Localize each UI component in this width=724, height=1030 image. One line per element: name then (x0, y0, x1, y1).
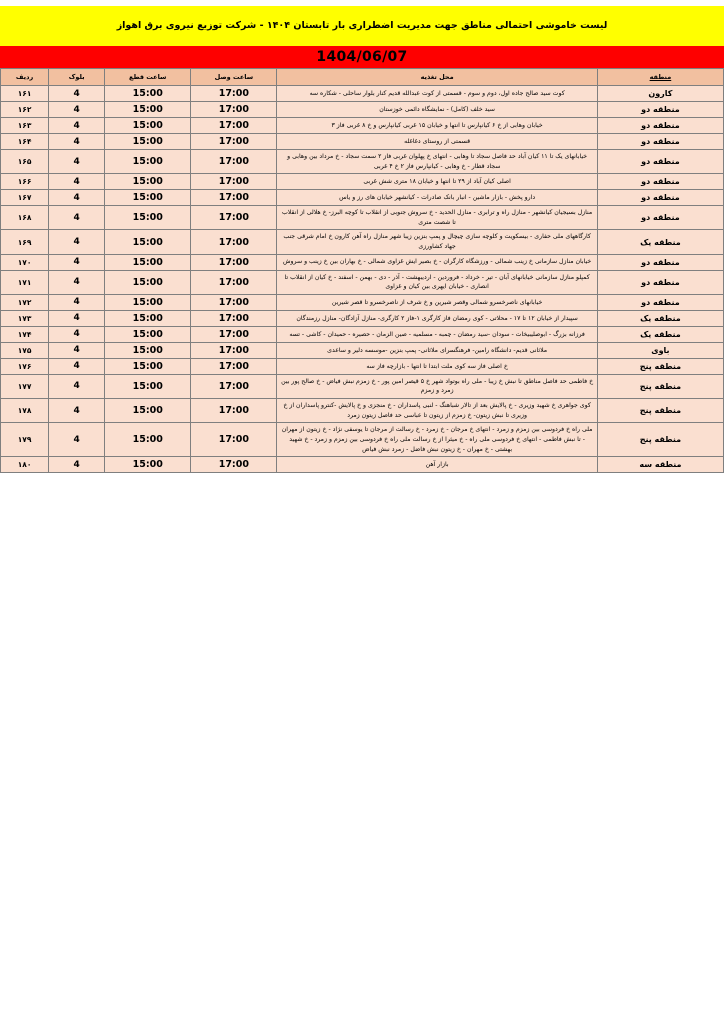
cell-row-number: ۱۷۸ (1, 399, 49, 423)
cell-block: 4 (49, 457, 105, 473)
cell-row-number: ۱۷۱ (1, 270, 49, 294)
cell-region: منطقه یک (597, 326, 723, 342)
cell-region: منطقه دو (597, 270, 723, 294)
cell-region: منطقه دو (597, 294, 723, 310)
cell-on-time: 17:00 (191, 150, 277, 174)
cell-block: 4 (49, 358, 105, 374)
cell-row-number: ۱۶۳ (1, 118, 49, 134)
cell-on-time: 17:00 (191, 294, 277, 310)
cell-region: منطقه یک (597, 310, 723, 326)
cell-region: منطقه یک (597, 230, 723, 254)
table-header (1, 69, 724, 86)
cell-off-time: 15:00 (105, 374, 191, 398)
cell-off-time: 15:00 (105, 102, 191, 118)
cell-on-time: 17:00 (191, 374, 277, 398)
cell-off-time: 15:00 (105, 206, 191, 230)
cell-on-time: 17:00 (191, 230, 277, 254)
outage-schedule-page (0, 6, 724, 1030)
cell-row-number: ۱۷۴ (1, 326, 49, 342)
table-row (1, 230, 724, 254)
cell-address: کوی جواهری خ شهید وزیری - خ پالایش بعد از تالار شباهنگ - لنبی پاسداران - خ منجزی و خ پالایش -کنترو پاسداران از خ وزیری تا نبش زیتون- خ زمزم از زیتون تا عباسی حد فاصل زیتون زمرد (277, 399, 597, 423)
cell-row-number: ۱۷۵ (1, 342, 49, 358)
cell-row-number: ۱۷۹ (1, 423, 49, 457)
cell-block: 4 (49, 134, 105, 150)
cell-region: منطقه پنج (597, 423, 723, 457)
cell-address: ملاثانی قدیم- دانشگاه رامین- فرهنگسرای ملاثانی- پمپ بنزین -موسسه دلیر و ساعدی (277, 342, 597, 358)
cell-region: منطقه پنج (597, 358, 723, 374)
table-row (1, 206, 724, 230)
column-header-on-time: ساعت وصل (191, 69, 277, 86)
cell-on-time: 17:00 (191, 206, 277, 230)
cell-row-number: ۱۶۶ (1, 174, 49, 190)
cell-on-time: 17:00 (191, 134, 277, 150)
cell-row-number: ۱۶۵ (1, 150, 49, 174)
table-row (1, 358, 724, 374)
cell-block: 4 (49, 326, 105, 342)
cell-block: 4 (49, 423, 105, 457)
cell-region: باوی (597, 342, 723, 358)
title-banner (0, 6, 724, 46)
outage-table (0, 68, 724, 473)
cell-on-time: 17:00 (191, 399, 277, 423)
cell-address: کارگاههای ملی حفاری - بیسکویت و کلوچه سازی چیچال و پمپ بنزین زیبا شهر منازل راه آهن کارون خ امام شرقی جنب جهاد کشاورزی (277, 230, 597, 254)
cell-address: کمپلو منازل سازمانی خیابانهای آبان - تیر - خرداد - فروردین - اردیبهشت - آذر - دی - بهمن - اسفند - خ کیان از انقلاب تا انصاری - خیابان ایهری بین کیان و غزاوی (277, 270, 597, 294)
cell-row-number: ۱۶۷ (1, 190, 49, 206)
table-row (1, 134, 724, 150)
cell-on-time: 17:00 (191, 457, 277, 473)
cell-on-time: 17:00 (191, 326, 277, 342)
table-row (1, 457, 724, 473)
cell-on-time: 17:00 (191, 190, 277, 206)
cell-off-time: 15:00 (105, 230, 191, 254)
cell-off-time: 15:00 (105, 174, 191, 190)
cell-on-time: 17:00 (191, 174, 277, 190)
cell-region: منطقه دو (597, 254, 723, 270)
cell-off-time: 15:00 (105, 423, 191, 457)
cell-off-time: 15:00 (105, 342, 191, 358)
table-header-row (1, 69, 724, 86)
cell-address: کوت سید صالح جاده اول، دوم و سوم - قسمتی از کوت عبدالله قدیم کنار بلوار ساحلی - شکاره سه (277, 86, 597, 102)
cell-block: 4 (49, 86, 105, 102)
cell-on-time: 17:00 (191, 342, 277, 358)
cell-on-time: 17:00 (191, 102, 277, 118)
table-row (1, 342, 724, 358)
cell-address: سید خلف (کامل) - نمایشگاه دائمی خوزستان (277, 102, 597, 118)
cell-address: ملی راه خ فردوسی بین زمزم و زمرد - انتهای خ مرجان - خ زمرد - خ رسالت از مرجان تا یوسفی نژاد - خ زیتون از مهران - تا نبش فاطمی - انتهای خ فردوسی ملی راه - خ میثرا از خ رسالت ملی راه خ فردوسی بین زمزم و زمرد - خ شهید بهشتی - خ مهران - خ زیتون نبش فاضل - زمرد نبش فیاض (277, 423, 597, 457)
cell-row-number: ۱۷۷ (1, 374, 49, 398)
cell-block: 4 (49, 254, 105, 270)
cell-block: 4 (49, 230, 105, 254)
cell-off-time: 15:00 (105, 326, 191, 342)
cell-on-time: 17:00 (191, 118, 277, 134)
table-row (1, 118, 724, 134)
cell-region: منطقه پنج (597, 374, 723, 398)
cell-block: 4 (49, 342, 105, 358)
cell-address: خیابان وهابی از خ ۶ کیانپارس تا انتها و خیابان ۱۵ غربی کیانپارس و خ ۸ غربی فاز ۳ (277, 118, 597, 134)
cell-region: منطقه دو (597, 102, 723, 118)
table-row (1, 86, 724, 102)
cell-address: دارو پخش - بازار ماشین - انبار بانک صادرات - کیانشهر خیابان های رز و یاس (277, 190, 597, 206)
cell-row-number: ۱۷۰ (1, 254, 49, 270)
cell-off-time: 15:00 (105, 118, 191, 134)
cell-address: خیابانهای یک تا ۱۱ کیان آباد حد فاصل سجاد تا وهابی - انتهای خ پهلوان غربی فاز ۲ سمت سجاد - خ مرداد بین وهابی و سجاد قطار - خ وهابی - کیانپارس فاز ۲ خ ۴ غربی (277, 150, 597, 174)
cell-off-time: 15:00 (105, 254, 191, 270)
table-row (1, 190, 724, 206)
cell-row-number: ۱۷۳ (1, 310, 49, 326)
table-row (1, 310, 724, 326)
cell-off-time: 15:00 (105, 399, 191, 423)
table-row (1, 326, 724, 342)
column-header-address: محل تغذیه (277, 69, 597, 86)
table-body (1, 86, 724, 473)
cell-block: 4 (49, 102, 105, 118)
column-header-region: منطقه (597, 69, 723, 86)
cell-region: منطقه دو (597, 134, 723, 150)
cell-off-time: 15:00 (105, 190, 191, 206)
schedule-date: 1404/06/07 (316, 49, 408, 65)
cell-row-number: ۱۶۸ (1, 206, 49, 230)
table-row (1, 294, 724, 310)
cell-region: منطقه دو (597, 118, 723, 134)
cell-on-time: 17:00 (191, 423, 277, 457)
cell-row-number: ۱۶۱ (1, 86, 49, 102)
cell-row-number: ۱۶۹ (1, 230, 49, 254)
cell-address: خیابانهای ناصرخسرو شمالی وقصر شیرین و خ شرف از ناصرخسرو تا قصر شیرین (277, 294, 597, 310)
cell-address: منازل بسیجیان کیانشهر - منازل راه و ترابری - منازل الحدید - خ سروش جنوبی از انقلاب تا کوچه البرز- خ هلالی از انقلاب تا شصت متری (277, 206, 597, 230)
cell-address: اصلی کیان آباد از ۲۹ تا انتها و خیابان ۱۸ متری شش غربی (277, 174, 597, 190)
cell-row-number: ۱۶۴ (1, 134, 49, 150)
cell-block: 4 (49, 270, 105, 294)
cell-block: 4 (49, 206, 105, 230)
cell-region: منطقه دو (597, 190, 723, 206)
cell-on-time: 17:00 (191, 310, 277, 326)
date-banner (0, 46, 724, 68)
cell-region: منطقه دو (597, 150, 723, 174)
cell-address: خ فاطمی حد فاصل مناطق تا نبش خ زیبا - ملی راه بوتواد شهر خ ۵ قیصر امین پور - خ زمزم نبش فیاض - خ صالح پور بین زمرد و زمزم (277, 374, 597, 398)
cell-region: منطقه دو (597, 206, 723, 230)
table-row (1, 423, 724, 457)
cell-region: منطقه پنج (597, 399, 723, 423)
page-title: لیست خاموشی احتمالی مناطق جهت مدیریت اضطراری بار تابستان ۱۴۰۴ - شرکت توزیع نیروی برق اهواز (116, 19, 608, 31)
table-row (1, 150, 724, 174)
cell-on-time: 17:00 (191, 270, 277, 294)
cell-block: 4 (49, 310, 105, 326)
table-row (1, 254, 724, 270)
cell-off-time: 15:00 (105, 134, 191, 150)
cell-region: منطقه سه (597, 457, 723, 473)
cell-off-time: 15:00 (105, 457, 191, 473)
cell-address: بازار آهن (277, 457, 597, 473)
cell-on-time: 17:00 (191, 358, 277, 374)
cell-address: خیابان منازل سازمانی خ زینب شمالی - ورزشگاه کارگران - خ بصیر ایش غزاوی شمالی - خ بهاران بین خ زینب و سروش (277, 254, 597, 270)
table-row (1, 399, 724, 423)
cell-off-time: 15:00 (105, 310, 191, 326)
cell-address: سپیدار از خیابان ۱۲ تا ۱۷ - محلاتی - کوی رمضان فاز کارگری ۱-فاز ۲ کارگری- منازل آزادگان- منازل رزمندگان (277, 310, 597, 326)
cell-row-number: ۱۷۶ (1, 358, 49, 374)
cell-address: فرزانه بزرگ - ابوصلیبیخات - سودان -سید رمضان - چمبه - مسلمیه - صین الزمان - حصیره - حمیدان - کاشی - تسه (277, 326, 597, 342)
cell-block: 4 (49, 190, 105, 206)
table-row (1, 174, 724, 190)
cell-off-time: 15:00 (105, 270, 191, 294)
cell-on-time: 17:00 (191, 86, 277, 102)
cell-row-number: ۱۷۲ (1, 294, 49, 310)
cell-row-number: ۱۶۲ (1, 102, 49, 118)
column-header-off-time: ساعت قطع (105, 69, 191, 86)
cell-block: 4 (49, 399, 105, 423)
cell-region: کارون (597, 86, 723, 102)
column-header-row-number: ردیف (1, 69, 49, 86)
cell-off-time: 15:00 (105, 150, 191, 174)
table-row (1, 374, 724, 398)
column-header-block: بلوک (49, 69, 105, 86)
cell-row-number: ۱۸۰ (1, 457, 49, 473)
cell-off-time: 15:00 (105, 86, 191, 102)
cell-block: 4 (49, 174, 105, 190)
cell-block: 4 (49, 374, 105, 398)
cell-off-time: 15:00 (105, 294, 191, 310)
cell-region: منطقه دو (597, 174, 723, 190)
cell-address: خ اصلی فاز سه کوی ملت ابتدا تا انتها - بازارچه فاز سه (277, 358, 597, 374)
cell-on-time: 17:00 (191, 254, 277, 270)
cell-block: 4 (49, 294, 105, 310)
cell-block: 4 (49, 150, 105, 174)
cell-block: 4 (49, 118, 105, 134)
table-row (1, 270, 724, 294)
cell-off-time: 15:00 (105, 358, 191, 374)
cell-address: قسمتی از روستای دغاغله (277, 134, 597, 150)
table-row (1, 102, 724, 118)
